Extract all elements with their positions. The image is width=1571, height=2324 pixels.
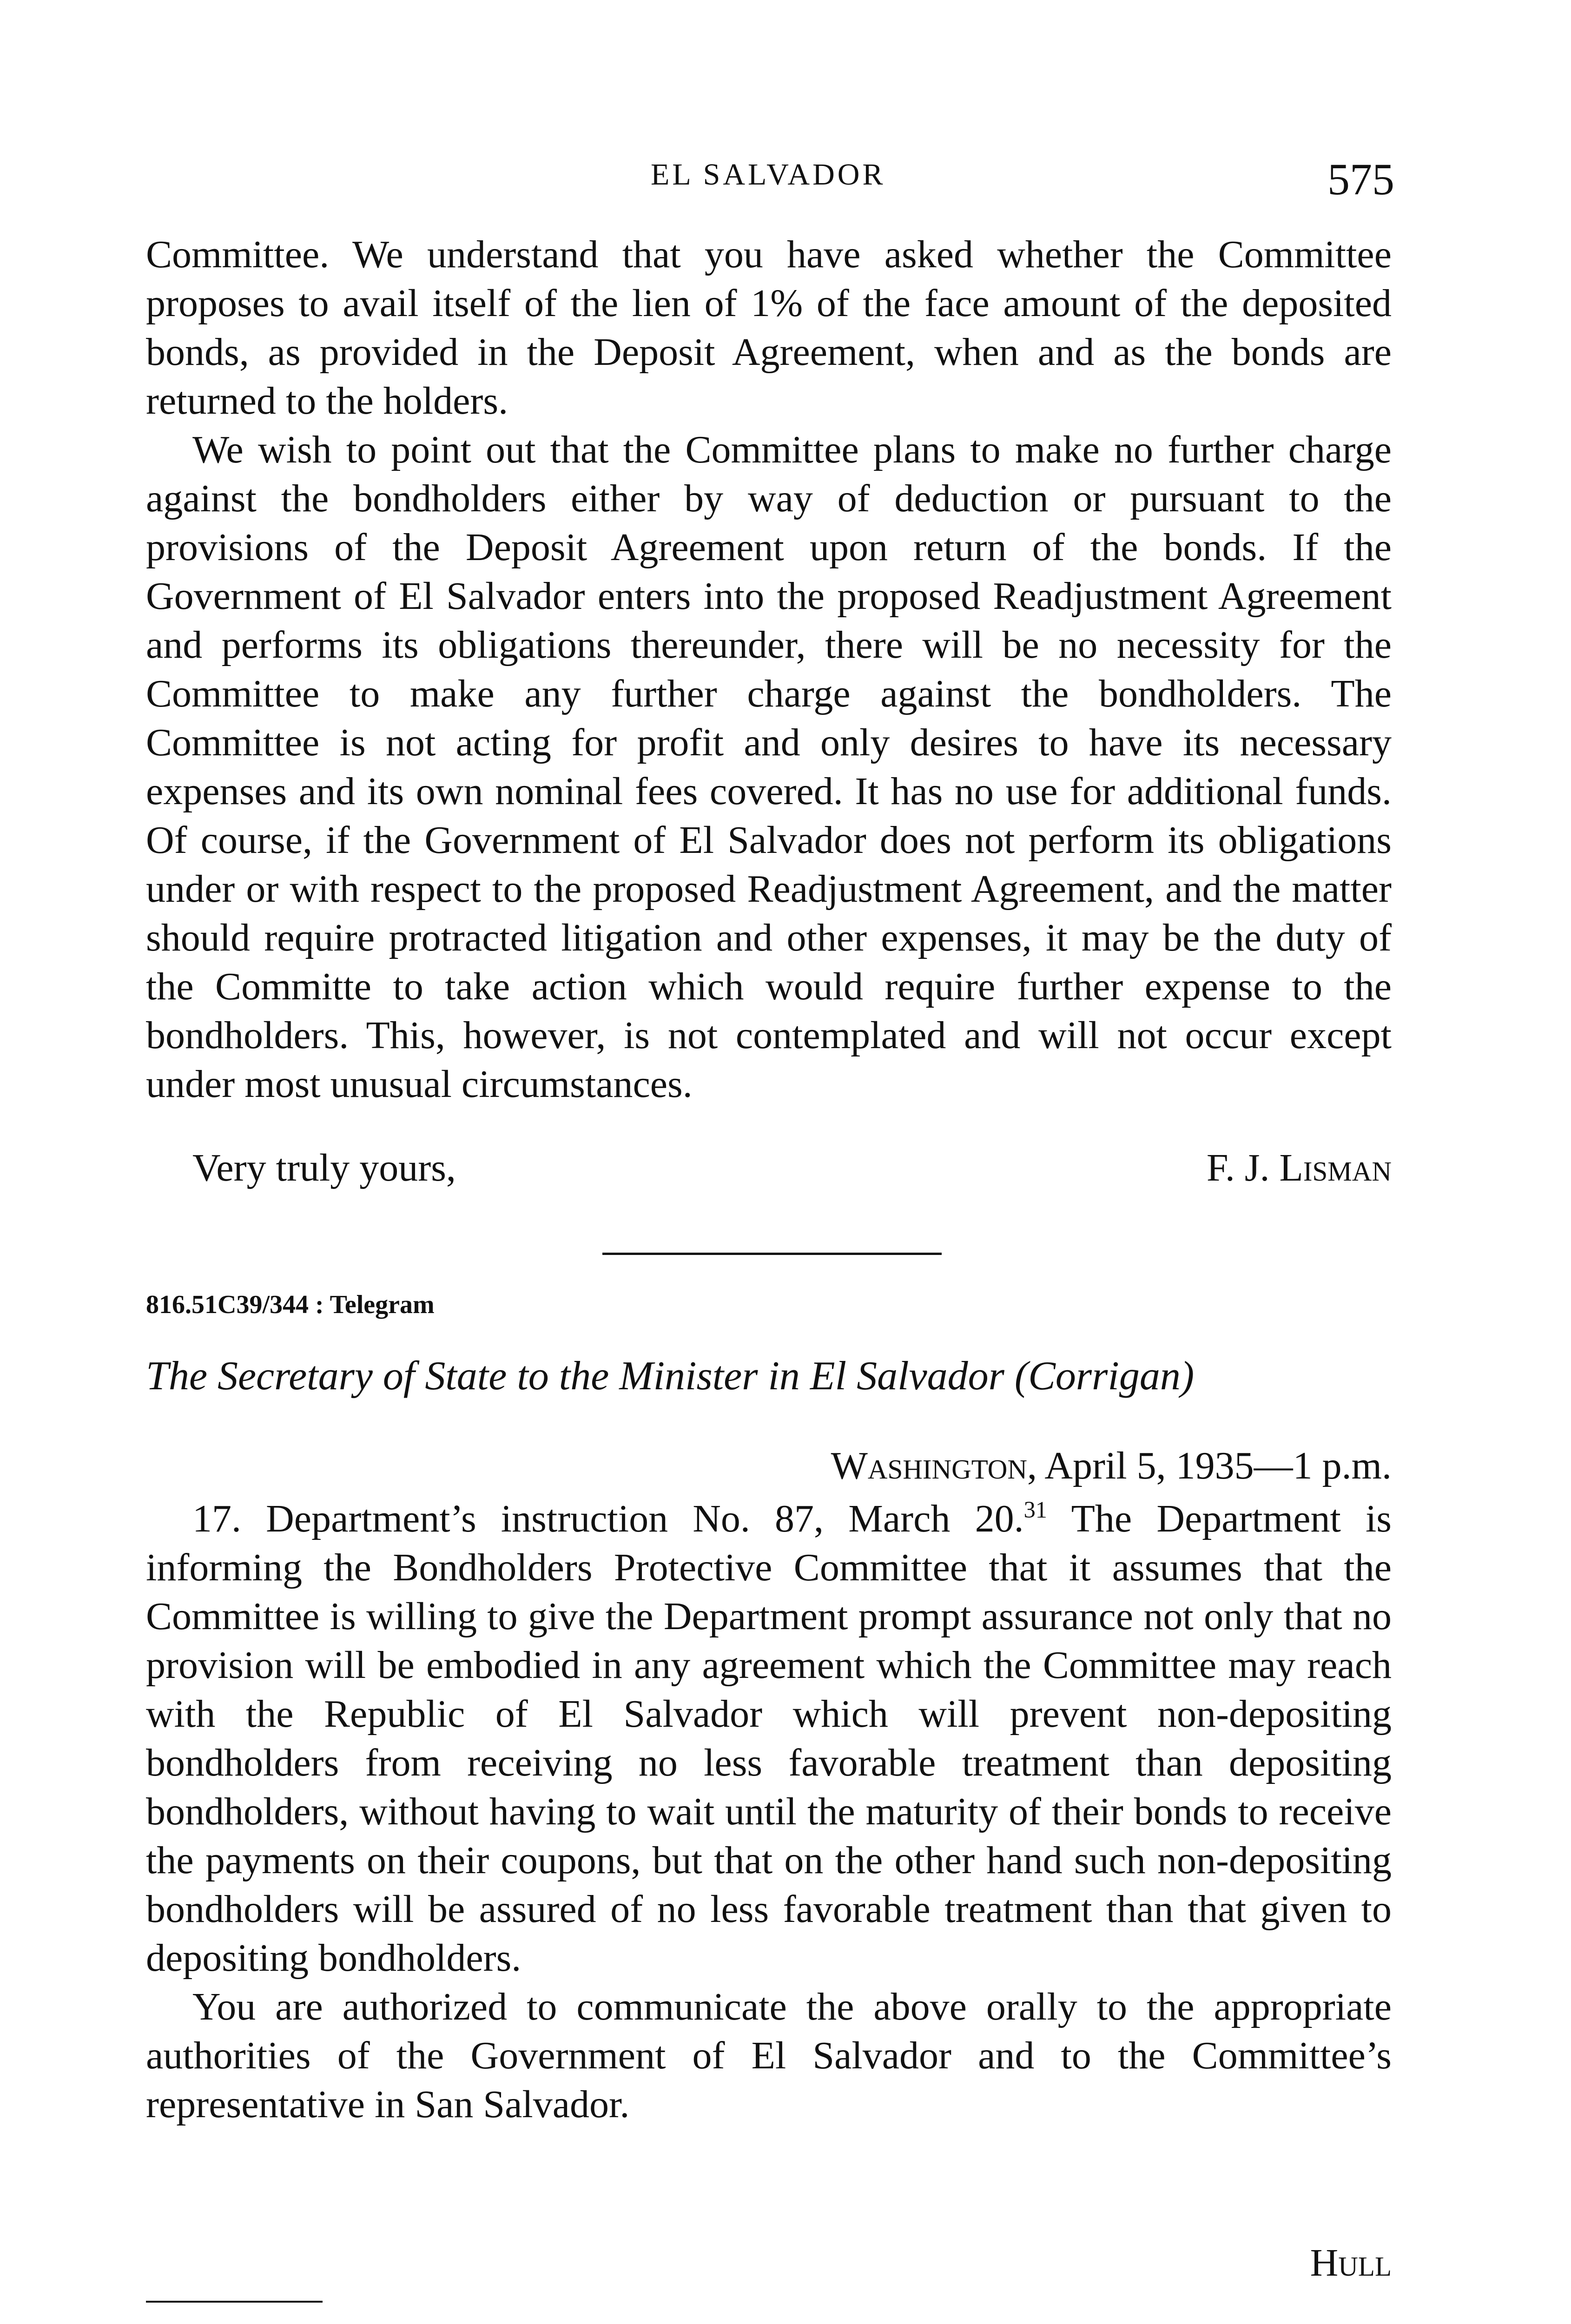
complimentary-close: Very truly yours, bbox=[192, 1146, 456, 1189]
footnote-divider bbox=[146, 2301, 323, 2303]
letter-signature: F. J. Lisman bbox=[1206, 1146, 1392, 1189]
section-divider bbox=[602, 1253, 942, 1255]
dateline-place: Washington, bbox=[831, 1444, 1037, 1487]
file-reference: 816.51C39/344 : Telegram bbox=[146, 1290, 435, 1319]
dateline-date: April 5, 1935—1 p.m. bbox=[1044, 1444, 1392, 1487]
telegram-paragraph-1 bbox=[146, 1494, 1392, 1982]
letter-paragraph-1: Committee. We understand that you have asked whether the Committee proposes to avail itself of the lien of 1% of the face amount of the deposited bonds, as provided in the Deposit Agreement, when and as the bonds are returned to the holders. bbox=[146, 233, 1392, 423]
running-header bbox=[0, 153, 1571, 205]
document-title: The Secretary of State to the Minister in El Salvador (Corrigan) bbox=[146, 1353, 1195, 1399]
page-number: 575 bbox=[1327, 154, 1394, 204]
telegram-paragraph-2: You are authorized to communicate the above orally to the appropriate authorities of the Government of El Salvador and to the Committee’s representative in San Salvador. bbox=[146, 1985, 1392, 2126]
running-title: EL SALVADOR bbox=[651, 158, 886, 191]
footnote-reference[interactable]: 31 bbox=[1023, 1496, 1047, 1523]
letter-paragraph-2: We wish to point out that the Committee plans to make no further charge against the bondholders either by way of deduction or pursuant to the provisions of the Deposit Agreement upon return of the bonds. If the Government of El Salvador enters into the proposed Readjustment Agreement and performs its obligations thereunder, there will be no necessity for the Committee to make any further charge against the bondholders. The Committee is not acting for profit and only desires to have its necessary expenses and its own nominal fees covered. It has no use for additional funds. Of course, if the Government of El Salvador does not perform its obligations under or with respect to the proposed Readjustment Agreement, and the matter should require protracted litigation and other expenses, it may be the duty of the Committe to take action which would require further expense to the bondholders. This, however, is not contemplated and will not occur except under most unusual circumstances. bbox=[146, 428, 1392, 1106]
telegram-paragraph-1-rest: The Department is informing the Bondholders Protective Committee that it assumes that the Committee is willing to give the Department prompt assurance not only that no provision will be embodied in any agreement which the Committee may reach with the Republic of El Salvador which will prevent non-depositing bondholders from receiving no less favorable treatment than depositing bondholders, without having to wait until the maturity of their bonds to receive the payments on their coupons, but that on the other hand such non-depositing bondholders will be assured of no less favorable treatment than that given to depositing bondholders. bbox=[146, 1497, 1392, 1980]
telegram-body bbox=[146, 1494, 1392, 2129]
letter-body bbox=[146, 230, 1392, 1109]
telegram-signature: Hull bbox=[1310, 2241, 1392, 2284]
letter-closing-line bbox=[192, 1143, 1392, 1195]
telegram-paragraph-1-prefix: 17. Department’s instruction No. 87, March 20. bbox=[192, 1497, 1024, 1540]
dateline bbox=[831, 1443, 1392, 1488]
